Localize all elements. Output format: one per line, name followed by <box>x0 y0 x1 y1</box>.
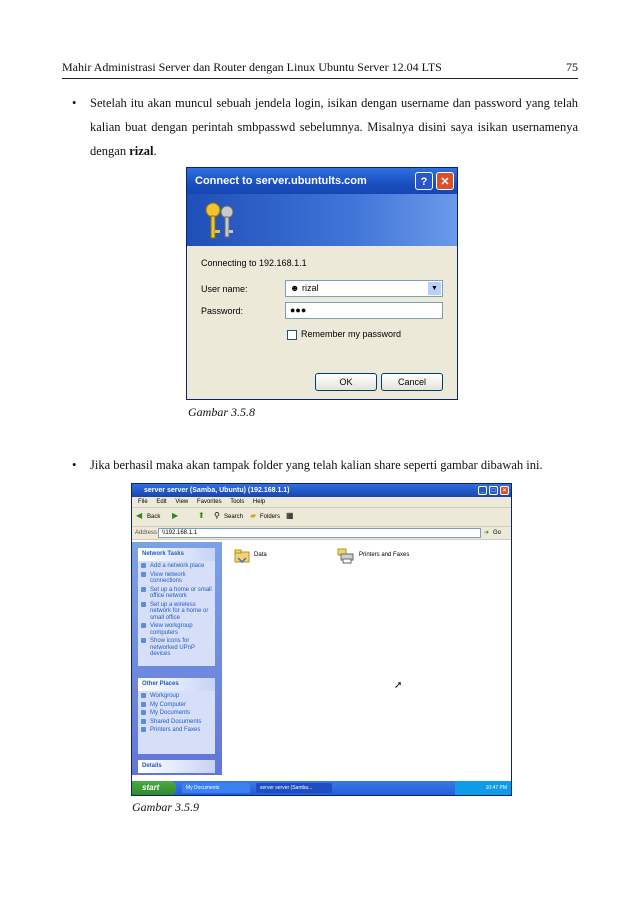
close-icon[interactable]: × <box>500 486 509 495</box>
task-item[interactable]: View network connections <box>138 572 215 585</box>
username-value: rizal <box>302 283 319 293</box>
menu-favorites[interactable]: Favorites <box>196 499 222 505</box>
paragraph-end: . <box>153 144 157 158</box>
page-header <box>62 60 578 79</box>
explorer-window <box>131 483 512 796</box>
bullet-dot: • <box>72 458 77 472</box>
details-box <box>138 760 215 773</box>
folder-label: Printers and Faxes <box>359 552 410 558</box>
back-button[interactable]: Back <box>147 514 161 520</box>
dialog-titlebar <box>187 168 457 194</box>
views-icon[interactable]: ▦ <box>286 511 294 520</box>
help-button[interactable]: ? <box>415 172 433 190</box>
menu-view[interactable]: View <box>175 499 189 505</box>
caption-figure-1: Gambar 3.5.8 <box>188 405 256 419</box>
details-header[interactable]: Details <box>138 760 215 773</box>
up-folder-icon[interactable]: ⬆ <box>198 511 205 520</box>
menu-file[interactable]: File <box>138 499 148 505</box>
caption-figure-2: Gambar 3.5.9 <box>132 800 200 814</box>
taskbar-item-my-documents[interactable]: My Documents <box>182 783 250 793</box>
password-label: Password: <box>201 306 244 316</box>
remember-label: Remember my password <box>301 329 402 339</box>
clock: 10:47 PM <box>485 785 507 791</box>
place-item[interactable]: Printers and Faxes <box>138 727 215 734</box>
paragraph-text: Setelah itu akan muncul sebuah jendela login, isikan dengan username dan password yang telah kalian buat dengan perintah smbpasswd sebelumnya. Misalnya disini saya isikan usernamenya dengan <box>90 96 578 158</box>
user-icon: ☻ <box>290 283 300 293</box>
menu-tools[interactable]: Tools <box>230 499 245 505</box>
folders-icon[interactable]: ▰ <box>250 511 257 520</box>
bullet-paragraph-2 <box>72 453 578 477</box>
close-button[interactable]: ✕ <box>436 172 454 190</box>
other-places-box <box>138 678 215 754</box>
mouse-cursor-icon: ➚ <box>394 680 403 691</box>
keys-icon <box>201 200 241 244</box>
address-bar <box>132 527 511 540</box>
search-icon[interactable]: ⚲ <box>214 511 220 520</box>
start-button[interactable]: start <box>132 781 176 795</box>
go-icon[interactable]: ➔ <box>484 530 490 536</box>
network-tasks-box <box>138 548 215 666</box>
minimize-icon[interactable]: _ <box>478 486 487 495</box>
username-label: User name: <box>201 284 248 294</box>
folder-item-data[interactable] <box>234 548 267 566</box>
place-item[interactable]: Shared Documents <box>138 719 215 726</box>
password-field[interactable]: ●●● <box>285 302 443 319</box>
task-item[interactable]: Add a network place <box>138 563 215 570</box>
go-button[interactable]: Go <box>493 530 502 536</box>
bullet-dot: • <box>72 96 77 110</box>
system-tray <box>455 781 511 795</box>
page-number: 75 <box>566 60 578 74</box>
task-item[interactable]: Set up a home or small office network <box>138 587 215 600</box>
forward-arrow-icon[interactable]: ▶ <box>172 511 179 520</box>
header-title: Mahir Administrasi Server dan Router dengan Linux Ubuntu Server 12.04 LTS <box>62 60 442 74</box>
dialog-title: Connect to server.ubuntults.com <box>195 175 367 187</box>
place-item[interactable]: My Computer <box>138 702 215 709</box>
task-item[interactable]: Show icons for networked UPnP devices <box>138 638 215 658</box>
dialog-banner <box>187 194 457 246</box>
login-dialog <box>186 167 458 400</box>
folder-label: Data <box>254 552 267 558</box>
other-places-header[interactable]: Other Places <box>138 678 215 691</box>
folder-item-printers[interactable] <box>337 548 410 566</box>
task-pane <box>132 542 222 775</box>
username-field[interactable] <box>285 280 443 297</box>
paragraph-text: Jika berhasil maka akan tampak folder yang telah kalian share seperti gambar dibawah ini. <box>90 458 543 472</box>
place-item[interactable]: Workgroup <box>138 693 215 700</box>
cancel-button[interactable]: Cancel <box>381 373 443 391</box>
paragraph-bold: rizal <box>129 144 154 158</box>
chevron-down-icon[interactable]: ▼ <box>428 282 441 295</box>
connecting-text: Connecting to 192.168.1.1 <box>201 258 307 268</box>
menu-edit[interactable]: Edit <box>156 499 167 505</box>
task-item[interactable]: Set up a wireless network for a home or small office <box>138 602 215 622</box>
shared-folder-icon <box>234 548 250 564</box>
explorer-title: server server (Samba, Ubuntu) (192.168.1.1) <box>144 487 290 494</box>
network-tasks-header[interactable]: Network Tasks <box>138 548 215 561</box>
address-label: Address <box>135 530 158 536</box>
maximize-icon[interactable]: □ <box>489 486 498 495</box>
printer-icon <box>337 548 355 564</box>
search-button[interactable]: Search <box>224 514 244 520</box>
explorer-titlebar <box>132 484 511 497</box>
back-arrow-icon[interactable]: ◀ <box>136 511 143 520</box>
taskbar <box>132 781 511 795</box>
ok-button[interactable]: OK <box>315 373 377 391</box>
menu-help[interactable]: Help <box>252 499 266 505</box>
task-item[interactable]: View workgroup computers <box>138 623 215 636</box>
folders-button[interactable]: Folders <box>260 514 281 520</box>
menu-bar <box>132 497 511 508</box>
toolbar <box>132 508 511 527</box>
taskbar-item-server[interactable]: server server (Samba... <box>256 783 332 793</box>
address-input[interactable]: \\192.168.1.1 <box>158 528 481 538</box>
bullet-paragraph-1 <box>72 91 578 163</box>
remember-checkbox[interactable] <box>287 330 297 340</box>
place-item[interactable]: My Documents <box>138 710 215 717</box>
